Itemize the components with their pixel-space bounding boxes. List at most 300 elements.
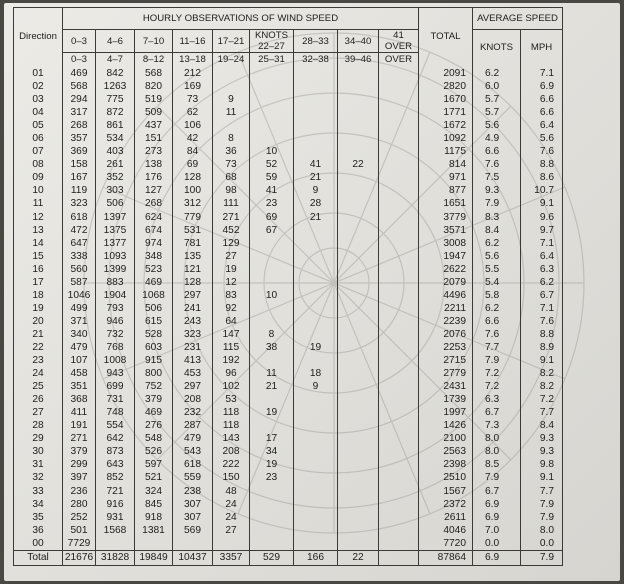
- table-row: [14, 93, 563, 106]
- avg-knots-cell: 7.2: [473, 367, 521, 380]
- count-cell: 158: [63, 158, 96, 171]
- mph-range-header: 4–7: [96, 53, 135, 66]
- direction-cell: 08: [14, 158, 63, 171]
- count-cell: [294, 315, 338, 328]
- count-cell: 19: [213, 263, 250, 276]
- total-cell: 877: [419, 184, 473, 197]
- avg-mph-cell: 8.2: [521, 367, 563, 380]
- count-cell: 96: [213, 367, 250, 380]
- count-cell: 1381: [135, 524, 173, 537]
- count-cell: [379, 367, 419, 380]
- count-cell: 119: [63, 184, 96, 197]
- count-cell: [379, 276, 419, 289]
- total-count-cell: [379, 550, 419, 565]
- wind-speed-sheet: [4, 3, 620, 581]
- count-cell: [294, 406, 338, 419]
- count-cell: [379, 211, 419, 224]
- table-row: [14, 537, 563, 551]
- avg-mph-cell: 7.2: [521, 393, 563, 406]
- count-cell: 107: [63, 354, 96, 367]
- count-cell: 352: [96, 171, 135, 184]
- count-cell: [213, 80, 250, 93]
- total-cell: 4496: [419, 289, 473, 302]
- count-cell: 351: [63, 380, 96, 393]
- avg-mph-cell: 10.7: [521, 184, 563, 197]
- count-cell: 8: [213, 132, 250, 145]
- count-cell: [379, 380, 419, 393]
- count-cell: 501: [63, 524, 96, 537]
- avg-mph-cell: 7.1: [521, 65, 563, 80]
- count-cell: [250, 498, 294, 511]
- count-cell: 775: [96, 93, 135, 106]
- direction-cell: 35: [14, 511, 63, 524]
- avg-knots-cell: 5.7: [473, 106, 521, 119]
- count-cell: [338, 445, 379, 458]
- count-cell: 268: [63, 119, 96, 132]
- count-cell: 915: [135, 354, 173, 367]
- avg-knots-cell: 7.6: [473, 158, 521, 171]
- count-cell: 127: [135, 184, 173, 197]
- count-cell: 1263: [96, 80, 135, 93]
- knot-range-part: OVER: [384, 41, 413, 52]
- table-row: [14, 145, 563, 158]
- direction-cell: 25: [14, 380, 63, 393]
- count-cell: [294, 106, 338, 119]
- count-cell: 479: [63, 341, 96, 354]
- total-cell: 2091: [419, 65, 473, 80]
- table-row: [14, 237, 563, 250]
- count-cell: [294, 485, 338, 498]
- total-cell: 7720: [419, 537, 473, 551]
- count-cell: 297: [173, 380, 213, 393]
- count-cell: 324: [135, 485, 173, 498]
- count-cell: [250, 132, 294, 145]
- count-cell: 1904: [96, 289, 135, 302]
- count-cell: 21: [250, 380, 294, 393]
- count-cell: [379, 263, 419, 276]
- avg-knots-cell: 8.0: [473, 445, 521, 458]
- direction-header: Direction: [14, 8, 63, 66]
- count-cell: [338, 471, 379, 484]
- count-cell: 348: [135, 250, 173, 263]
- average-speed-header: AVERAGE SPEED: [473, 8, 563, 30]
- count-cell: 340: [63, 328, 96, 341]
- count-cell: [379, 315, 419, 328]
- avg-mph-cell: 9.1: [521, 354, 563, 367]
- avg-knots-cell: 5.7: [473, 93, 521, 106]
- count-cell: 297: [173, 289, 213, 302]
- direction-cell: 06: [14, 132, 63, 145]
- header-row-title: [14, 8, 563, 30]
- count-cell: [338, 65, 379, 80]
- table-row: [14, 224, 563, 237]
- avg-knots-cell: 5.5: [473, 263, 521, 276]
- count-cell: [379, 132, 419, 145]
- count-cell: 1008: [96, 354, 135, 367]
- count-cell: [294, 250, 338, 263]
- count-cell: [250, 524, 294, 537]
- direction-cell: 02: [14, 80, 63, 93]
- count-cell: 411: [63, 406, 96, 419]
- count-cell: 167: [63, 171, 96, 184]
- count-cell: 208: [213, 445, 250, 458]
- total-cell: 3571: [419, 224, 473, 237]
- count-cell: 231: [173, 341, 213, 354]
- count-cell: 41: [294, 158, 338, 171]
- count-cell: 371: [63, 315, 96, 328]
- count-cell: [338, 184, 379, 197]
- count-cell: [250, 80, 294, 93]
- count-cell: [379, 224, 419, 237]
- count-cell: 531: [173, 224, 213, 237]
- count-cell: 299: [63, 458, 96, 471]
- total-count-cell: 529: [250, 550, 294, 565]
- count-cell: 34: [250, 445, 294, 458]
- avg-mph-cell: 8.9: [521, 341, 563, 354]
- table-row: [14, 211, 563, 224]
- direction-cell: 11: [14, 197, 63, 210]
- table-row: [14, 354, 563, 367]
- overall-avg-knots: 6.9: [473, 550, 521, 565]
- count-cell: 526: [135, 445, 173, 458]
- count-cell: 568: [63, 80, 96, 93]
- count-cell: 379: [63, 445, 96, 458]
- count-cell: 842: [96, 65, 135, 80]
- count-cell: 276: [135, 419, 173, 432]
- avg-knots-cell: 8.0: [473, 432, 521, 445]
- count-cell: 323: [63, 197, 96, 210]
- total-cell: 2211: [419, 302, 473, 315]
- count-cell: 128: [173, 171, 213, 184]
- count-cell: [250, 302, 294, 315]
- direction-cell: 20: [14, 315, 63, 328]
- total-cell: 2820: [419, 80, 473, 93]
- total-count-cell: 10437: [173, 550, 213, 565]
- count-cell: 946: [96, 315, 135, 328]
- count-cell: [379, 184, 419, 197]
- total-cell: 2253: [419, 341, 473, 354]
- count-cell: [379, 328, 419, 341]
- avg-mph-cell: 6.6: [521, 93, 563, 106]
- count-cell: 379: [135, 393, 173, 406]
- count-cell: [338, 302, 379, 315]
- direction-cell: 31: [14, 458, 63, 471]
- total-cell: 2611: [419, 511, 473, 524]
- count-cell: [379, 119, 419, 132]
- total-cell: 3779: [419, 211, 473, 224]
- count-cell: 413: [173, 354, 213, 367]
- count-cell: [338, 276, 379, 289]
- avg-knots-cell: 6.2: [473, 302, 521, 315]
- table-row: [14, 498, 563, 511]
- grand-total-cell: 87864: [419, 550, 473, 565]
- count-cell: 8: [250, 328, 294, 341]
- avg-knots-cell: 8.3: [473, 211, 521, 224]
- count-cell: [294, 263, 338, 276]
- count-cell: 232: [173, 406, 213, 419]
- count-cell: [250, 511, 294, 524]
- total-cell: 1651: [419, 197, 473, 210]
- count-cell: 469: [135, 276, 173, 289]
- total-cell: 1739: [419, 393, 473, 406]
- mph-range-header: [379, 53, 419, 66]
- total-cell: 2239: [419, 315, 473, 328]
- count-cell: 19: [250, 458, 294, 471]
- count-cell: 68: [213, 171, 250, 184]
- count-cell: [338, 393, 379, 406]
- count-cell: 64: [213, 315, 250, 328]
- count-cell: [379, 250, 419, 263]
- count-cell: [338, 524, 379, 537]
- count-cell: 317: [63, 106, 96, 119]
- table-row: [14, 65, 563, 80]
- count-cell: 597: [135, 458, 173, 471]
- count-cell: 357: [63, 132, 96, 145]
- count-cell: 7729: [63, 537, 96, 551]
- avg-knots-cell: 6.6: [473, 315, 521, 328]
- count-cell: [294, 237, 338, 250]
- mph-range-header: 13–18: [173, 53, 213, 66]
- count-cell: 19: [294, 341, 338, 354]
- total-cell: 3008: [419, 237, 473, 250]
- count-cell: [250, 276, 294, 289]
- avg-mph-cell: 8.8: [521, 158, 563, 171]
- direction-cell: 30: [14, 445, 63, 458]
- count-cell: [379, 80, 419, 93]
- count-cell: 974: [135, 237, 173, 250]
- count-cell: [250, 485, 294, 498]
- avg-mph-cell: 8.0: [521, 524, 563, 537]
- table-row: [14, 458, 563, 471]
- direction-cell: 23: [14, 354, 63, 367]
- avg-mph-cell: 6.4: [521, 250, 563, 263]
- count-cell: 10: [250, 289, 294, 302]
- count-cell: 603: [135, 341, 173, 354]
- count-cell: 338: [63, 250, 96, 263]
- count-cell: 918: [135, 511, 173, 524]
- count-cell: [379, 302, 419, 315]
- avg-mph-cell: 6.6: [521, 106, 563, 119]
- count-cell: [338, 537, 379, 551]
- count-cell: 138: [135, 158, 173, 171]
- count-cell: 916: [96, 498, 135, 511]
- count-cell: [338, 354, 379, 367]
- count-cell: 845: [135, 498, 173, 511]
- count-cell: [379, 419, 419, 432]
- avg-knots-cell: 5.6: [473, 119, 521, 132]
- avg-mph-cell: 7.7: [521, 406, 563, 419]
- avg-mph-cell: 9.7: [521, 224, 563, 237]
- count-cell: 647: [63, 237, 96, 250]
- avg-knots-cell: 7.5: [473, 171, 521, 184]
- count-cell: 69: [250, 211, 294, 224]
- count-cell: 150: [213, 471, 250, 484]
- count-cell: [294, 328, 338, 341]
- count-cell: 615: [135, 315, 173, 328]
- count-cell: 151: [135, 132, 173, 145]
- count-cell: 27: [213, 524, 250, 537]
- count-cell: [379, 537, 419, 551]
- count-cell: 21: [294, 171, 338, 184]
- count-cell: 872: [96, 106, 135, 119]
- avg-knots-cell: 7.7: [473, 341, 521, 354]
- total-cell: 1947: [419, 250, 473, 263]
- table-row: [14, 119, 563, 132]
- count-cell: 23: [250, 471, 294, 484]
- knot-range-header: 28–33: [294, 30, 338, 53]
- total-cell: 2431: [419, 380, 473, 393]
- count-cell: [338, 80, 379, 93]
- count-cell: [294, 93, 338, 106]
- count-cell: 534: [96, 132, 135, 145]
- count-cell: 1093: [96, 250, 135, 263]
- count-cell: 9: [294, 380, 338, 393]
- avg-mph-cell: 7.1: [521, 302, 563, 315]
- count-cell: [379, 65, 419, 80]
- avg-mph-cell: 5.6: [521, 132, 563, 145]
- avg-knots-cell: 9.3: [473, 184, 521, 197]
- count-cell: 212: [173, 65, 213, 80]
- avg-knots-cell: 7.9: [473, 471, 521, 484]
- avg-mph-cell: 9.3: [521, 432, 563, 445]
- count-cell: 452: [213, 224, 250, 237]
- count-cell: 222: [213, 458, 250, 471]
- direction-cell: 07: [14, 145, 63, 158]
- count-cell: 118: [213, 406, 250, 419]
- count-cell: [379, 471, 419, 484]
- knot-range: 22–27: [258, 41, 285, 52]
- count-cell: 721: [96, 485, 135, 498]
- count-cell: 732: [96, 328, 135, 341]
- count-cell: 943: [96, 367, 135, 380]
- count-cell: 42: [173, 132, 213, 145]
- count-cell: 752: [135, 380, 173, 393]
- avg-knots-cell: 6.9: [473, 511, 521, 524]
- count-cell: 312: [173, 197, 213, 210]
- total-count-cell: 166: [294, 550, 338, 565]
- count-cell: 252: [63, 511, 96, 524]
- count-cell: 98: [213, 184, 250, 197]
- avg-knots-cell: 7.3: [473, 419, 521, 432]
- total-count-cell: 31828: [96, 550, 135, 565]
- total-cell: 1771: [419, 106, 473, 119]
- avg-mph-cell: 9.1: [521, 471, 563, 484]
- count-cell: 618: [63, 211, 96, 224]
- direction-cell: 29: [14, 432, 63, 445]
- count-cell: 280: [63, 498, 96, 511]
- avg-mph-cell: 7.9: [521, 498, 563, 511]
- avg-mph-cell: 7.9: [521, 511, 563, 524]
- total-cell: 2779: [419, 367, 473, 380]
- count-cell: 147: [213, 328, 250, 341]
- count-cell: 24: [213, 511, 250, 524]
- avg-mph-cell: 7.1: [521, 237, 563, 250]
- count-cell: 873: [96, 445, 135, 458]
- mph-range-header: 8–12: [135, 53, 173, 66]
- direction-cell: 10: [14, 184, 63, 197]
- avg-knots-cell: 7.2: [473, 380, 521, 393]
- count-cell: 243: [173, 315, 213, 328]
- mph-range-part: OVER: [384, 53, 413, 65]
- table-row: [14, 393, 563, 406]
- avg-knots-cell: 6.2: [473, 65, 521, 80]
- count-cell: [294, 524, 338, 537]
- avg-mph-cell: 9.1: [521, 197, 563, 210]
- count-cell: 48: [213, 485, 250, 498]
- count-cell: [250, 119, 294, 132]
- count-cell: [250, 354, 294, 367]
- count-cell: 191: [63, 419, 96, 432]
- total-cell: 4046: [419, 524, 473, 537]
- knot-range-header: 0–3: [63, 30, 96, 53]
- count-cell: [294, 432, 338, 445]
- table-row: [14, 158, 563, 171]
- avg-knots-cell: 6.2: [473, 237, 521, 250]
- count-cell: [294, 511, 338, 524]
- mph-range-header: 32–38: [294, 53, 338, 66]
- count-cell: [294, 458, 338, 471]
- count-cell: 543: [173, 445, 213, 458]
- count-cell: [294, 393, 338, 406]
- count-cell: [294, 537, 338, 551]
- avg-knots-cell: 6.6: [473, 145, 521, 158]
- count-cell: [338, 106, 379, 119]
- count-cell: 192: [213, 354, 250, 367]
- count-cell: [338, 171, 379, 184]
- avg-mph-cell: 9.6: [521, 211, 563, 224]
- count-cell: [338, 432, 379, 445]
- count-cell: [250, 65, 294, 80]
- count-cell: [250, 93, 294, 106]
- count-cell: [250, 237, 294, 250]
- count-cell: 41: [250, 184, 294, 197]
- count-cell: [338, 197, 379, 210]
- count-cell: 1377: [96, 237, 135, 250]
- count-cell: 53: [213, 393, 250, 406]
- count-cell: 129: [213, 237, 250, 250]
- count-cell: 307: [173, 511, 213, 524]
- count-cell: 59: [250, 171, 294, 184]
- total-cell: 1567: [419, 485, 473, 498]
- count-cell: [96, 537, 135, 551]
- knot-range-header: 4–6: [96, 30, 135, 53]
- count-cell: [250, 106, 294, 119]
- total-cell: 814: [419, 158, 473, 171]
- total-cell: 1997: [419, 406, 473, 419]
- direction-cell: 12: [14, 211, 63, 224]
- count-cell: 287: [173, 419, 213, 432]
- count-cell: 67: [250, 224, 294, 237]
- avg-knots-cell: 5.4: [473, 276, 521, 289]
- count-cell: 1568: [96, 524, 135, 537]
- table-row: [14, 80, 563, 93]
- avg-knots-cell: 6.7: [473, 485, 521, 498]
- avg-mph-cell: 6.4: [521, 119, 563, 132]
- count-cell: [250, 393, 294, 406]
- count-cell: 323: [173, 328, 213, 341]
- count-cell: [338, 250, 379, 263]
- avg-mph-cell: 6.9: [521, 80, 563, 93]
- mph-range: 25–31: [258, 53, 285, 65]
- count-cell: [294, 471, 338, 484]
- count-cell: [338, 485, 379, 498]
- count-cell: [338, 315, 379, 328]
- table-row: [14, 367, 563, 380]
- count-cell: [294, 80, 338, 93]
- count-cell: 135: [173, 250, 213, 263]
- table-row: [14, 289, 563, 302]
- table-row: [14, 485, 563, 498]
